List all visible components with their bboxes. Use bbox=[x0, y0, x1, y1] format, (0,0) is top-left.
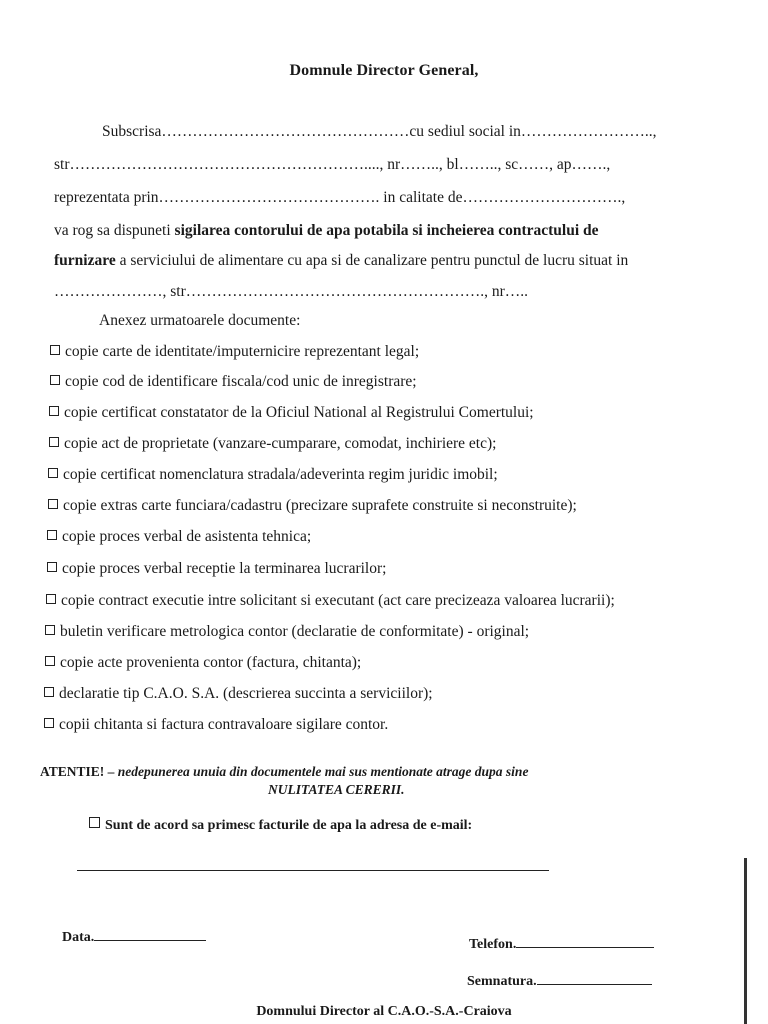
intro-line-5-bold: furnizare bbox=[54, 252, 116, 269]
intro-line-6: …………………, str…………………………………………………., nr….. bbox=[54, 283, 529, 300]
signature-field bbox=[467, 970, 652, 990]
document-item: declaratie tip C.A.O. S.A. (descrierea succinta a serviciilor); bbox=[44, 684, 433, 704]
attention-label: ATENTIE! – bbox=[40, 764, 118, 779]
document-item: copie cod de identificare fiscala/cod unic de inregistrare; bbox=[50, 372, 417, 392]
signature-input-line[interactable] bbox=[537, 970, 652, 985]
document-item: copie proces verbal receptie la terminarea lucrarilor; bbox=[47, 559, 386, 579]
signature-label: Semnatura. bbox=[467, 974, 537, 989]
intro-line-4 bbox=[54, 221, 599, 241]
scan-edge-line bbox=[744, 858, 747, 1024]
date-label: Data. bbox=[62, 930, 95, 945]
checkbox-icon[interactable] bbox=[47, 562, 57, 572]
intro-line-5-text: a serviciului de alimentare cu apa si de canalizare pentru punctul de lucru situat in bbox=[115, 252, 629, 269]
document-item: copie certificat nomenclatura stradala/adeverinta regim juridic imobil; bbox=[48, 465, 498, 485]
phone-input-line[interactable] bbox=[516, 933, 654, 948]
date-field bbox=[62, 926, 206, 946]
checkbox-icon[interactable] bbox=[50, 345, 60, 355]
checkbox-icon[interactable] bbox=[46, 594, 56, 604]
intro-line-4-text: va rog sa dispuneti bbox=[54, 222, 175, 239]
checkbox-icon[interactable] bbox=[48, 468, 58, 478]
intro-line-5 bbox=[54, 251, 628, 271]
intro-line-3: reprezentata prin……………………………………. in calitate de…………………………., bbox=[54, 189, 626, 206]
document-item: copie act de proprietate (vanzare-cumparare, comodat, inchiriere etc); bbox=[49, 434, 496, 454]
document-item: copie extras carte funciara/cadastru (precizare suprafete construite si neconstruite); bbox=[48, 496, 577, 516]
checkbox-icon[interactable] bbox=[49, 437, 59, 447]
checkbox-icon[interactable] bbox=[50, 375, 60, 385]
phone-label: Telefon. bbox=[469, 937, 517, 952]
checkbox-icon[interactable] bbox=[44, 718, 54, 728]
checkbox-icon[interactable] bbox=[44, 687, 54, 697]
email-consent bbox=[89, 818, 472, 834]
email-input-line[interactable] bbox=[77, 870, 549, 871]
phone-field bbox=[469, 933, 654, 953]
email-consent-label: Sunt de acord sa primesc facturile de apa la adresa de e-mail: bbox=[105, 818, 473, 833]
intro-line-4-bold: sigilarea contorului de apa potabila si incheierea contractului de bbox=[174, 222, 599, 239]
consent-checkbox-icon[interactable] bbox=[89, 817, 100, 828]
date-input-line[interactable] bbox=[94, 926, 206, 941]
annex-label: Anexez urmatoarele documente: bbox=[99, 312, 301, 329]
document-item: buletin verificare metrologica contor (declaratie de conformitate) - original; bbox=[45, 622, 529, 642]
checkbox-icon[interactable] bbox=[48, 499, 58, 509]
document-item: copie certificat constatator de la Oficiul National al Registrului Comertului; bbox=[49, 403, 534, 423]
document-item: copii chitanta si factura contravaloare sigilare contor. bbox=[44, 715, 388, 735]
document-item: copie acte provenienta contor (factura, chitanta); bbox=[45, 653, 361, 673]
attention-notice bbox=[40, 764, 528, 780]
document-item: copie proces verbal de asistenta tehnica; bbox=[47, 527, 311, 547]
checkbox-icon[interactable] bbox=[45, 656, 55, 666]
attention-text: nedepunerea unuia din documentele mai sus mentionate atrage dupa sine bbox=[117, 764, 529, 779]
footer-addressee: Domnului Director al C.A.O.-S.A.-Craiova bbox=[256, 1004, 512, 1019]
document-item: copie carte de identitate/imputernicire reprezentant legal; bbox=[50, 342, 419, 362]
document-item: copie contract executie intre solicitant si executant (act care precizeaza valoarea lucrarii); bbox=[46, 591, 615, 611]
intro-line-2: str…………………………………………………...., nr…….., bl…….., sc……, ap……., bbox=[54, 156, 611, 173]
intro-line-1: Subscrisa…………………………………………cu sediul social in…………………….., bbox=[102, 123, 657, 140]
checkbox-icon[interactable] bbox=[47, 530, 57, 540]
checkbox-icon[interactable] bbox=[49, 406, 59, 416]
attention-line-2: NULITATEA CERERII. bbox=[268, 782, 405, 797]
checkbox-icon[interactable] bbox=[45, 625, 55, 635]
page-title: Domnule Director General, bbox=[289, 62, 479, 79]
